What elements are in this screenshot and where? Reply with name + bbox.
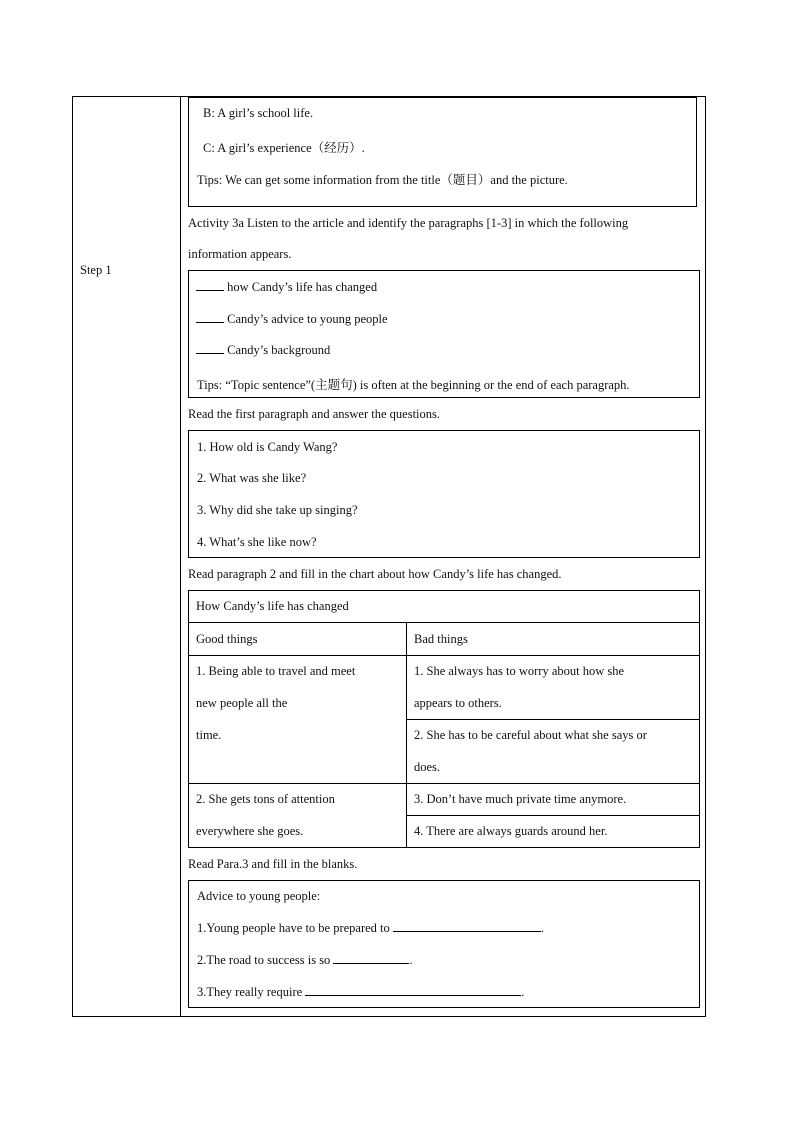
answer-blank[interactable] xyxy=(393,921,541,932)
column-header-good: Good things xyxy=(196,632,258,646)
advice-line-2 xyxy=(197,953,413,968)
good-thing-2: 2. She gets tons of attention xyxy=(196,792,335,806)
list-item xyxy=(196,280,377,295)
question: 1. How old is Candy Wang? xyxy=(197,440,338,454)
paragraph3-instruction: Read Para.3 and fill in the blanks. xyxy=(188,857,358,871)
answer-blank[interactable] xyxy=(196,280,224,291)
chart-rule xyxy=(406,719,700,720)
question: 3. Why did she take up singing? xyxy=(197,503,358,517)
period: . xyxy=(409,953,413,967)
question: 2. What was she like? xyxy=(197,471,307,485)
option-b: B: A girl’s school life. xyxy=(203,106,314,120)
bad-thing-2: 2. She has to be careful about what she says or xyxy=(414,728,647,742)
good-thing-1: new people all the xyxy=(196,696,288,710)
paragraph2-instruction: Read paragraph 2 and fill in the chart about how Candy’s life has changed. xyxy=(188,567,562,581)
chart-rule xyxy=(188,622,700,623)
bad-thing-4: 4. There are always guards around her. xyxy=(414,824,608,838)
advice-line-text: 3.They really require xyxy=(197,985,303,999)
bad-thing-2: does. xyxy=(414,760,441,774)
item-text: how Candy’s life has changed xyxy=(227,280,378,294)
advice-line-text: 2.The road to success is so xyxy=(197,953,331,967)
chart-rule xyxy=(188,783,700,784)
item-text: Candy’s advice to young people xyxy=(227,312,388,326)
options-tips: Tips: We can get some information from the title（题目）and the picture. xyxy=(197,173,568,187)
activity-3a-instruction-cont: information appears. xyxy=(188,247,292,261)
good-thing-1: 1. Being able to travel and meet xyxy=(196,664,356,678)
answer-blank[interactable] xyxy=(333,953,409,964)
question: 4. What’s she like now? xyxy=(197,535,317,549)
period: . xyxy=(540,921,545,935)
advice-line-text: 1.Young people have to be prepared to xyxy=(197,921,390,935)
answer-blank[interactable] xyxy=(305,985,521,996)
option-c: C: A girl’s experience（经历）. xyxy=(203,141,365,155)
list-item xyxy=(196,312,388,327)
answer-blank[interactable] xyxy=(196,343,224,354)
step-label: Step 1 xyxy=(80,263,112,277)
bad-thing-3: 3. Don’t have much private time anymore. xyxy=(414,792,627,806)
activity-3a-tips: Tips: “Topic sentence”(主题句) is often at the beginning or the end of each paragraph. xyxy=(197,378,630,392)
advice-heading: Advice to young people: xyxy=(197,889,321,903)
activity-3a-instruction: Activity 3a Listen to the article and identify the paragraphs [1-3] in which the following xyxy=(188,216,629,230)
advice-line-1 xyxy=(197,921,544,936)
chart-rule xyxy=(188,655,700,656)
column-divider xyxy=(180,96,181,1017)
list-item xyxy=(196,343,330,358)
good-thing-1: time. xyxy=(196,728,222,742)
bad-thing-1: 1. She always has to worry about how she xyxy=(414,664,625,678)
item-text: Candy’s background xyxy=(227,343,331,357)
bad-thing-1: appears to others. xyxy=(414,696,502,710)
answer-blank[interactable] xyxy=(196,312,224,323)
chart-title: How Candy’s life has changed xyxy=(196,599,349,613)
paragraph1-instruction: Read the first paragraph and answer the questions. xyxy=(188,407,441,421)
advice-line-3 xyxy=(197,985,524,1000)
column-header-bad: Bad things xyxy=(414,632,468,646)
good-thing-2: everywhere she goes. xyxy=(196,824,304,838)
chart-rule xyxy=(406,815,700,816)
period: . xyxy=(521,985,525,999)
